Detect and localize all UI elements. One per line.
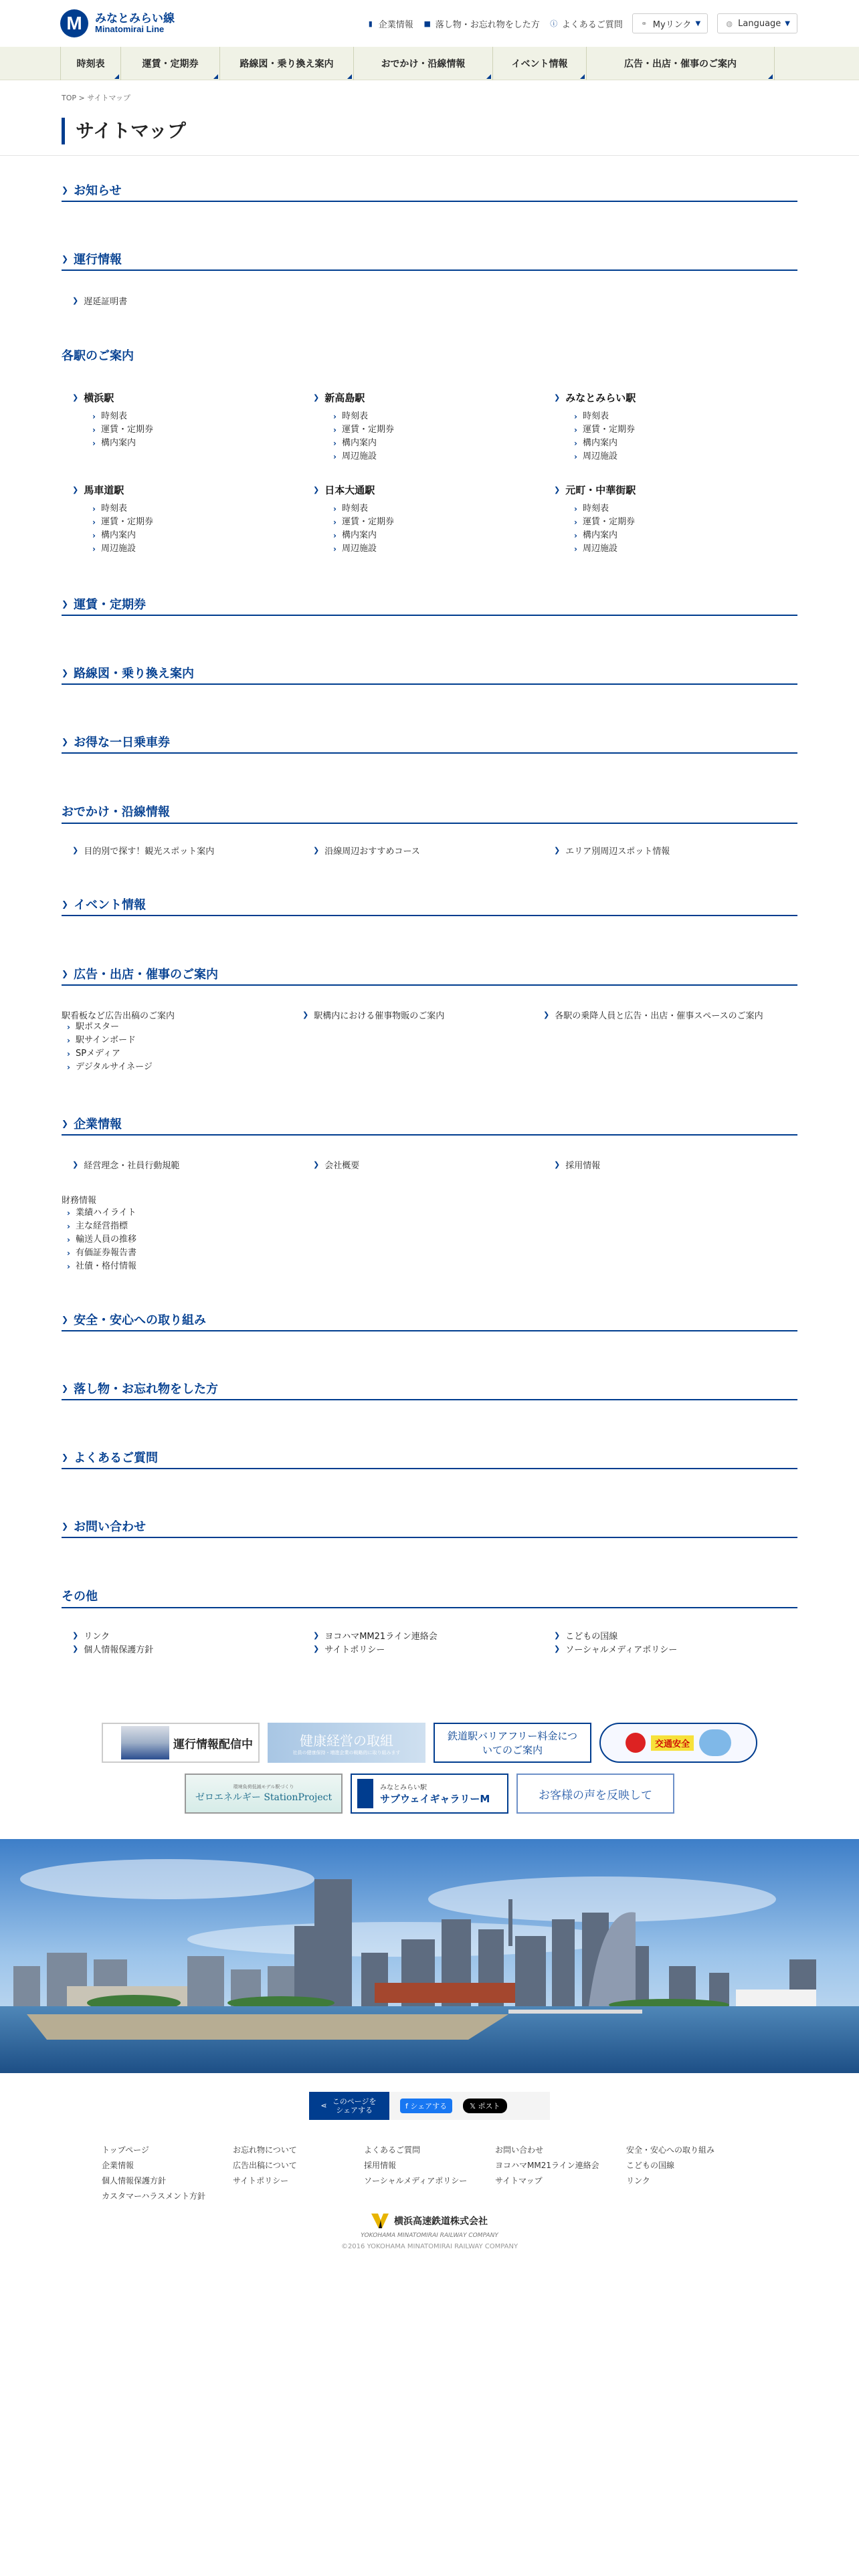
- chevron-right-icon: ❯: [72, 393, 79, 402]
- financial-list: [67, 1206, 136, 1273]
- section-company[interactable]: [62, 1113, 797, 1136]
- util-link-company[interactable]: [366, 17, 413, 30]
- section-title: 落し物・お忘れ物をした方: [74, 1382, 219, 1396]
- ads-sub-list: [67, 1021, 153, 1074]
- financial-title[interactable]: 財務情報: [62, 1196, 97, 1206]
- footer-col: [626, 2143, 757, 2204]
- section-title: 路線図・乗り換え案内: [74, 667, 195, 681]
- section-event[interactable]: [62, 893, 797, 916]
- gnav-item-fare[interactable]: 運賃・定期券: [120, 47, 219, 80]
- station-link[interactable]: › 時刻表: [574, 502, 784, 516]
- logo-mark-icon: M: [60, 9, 88, 37]
- financial-link[interactable]: › 主な経営指標: [67, 1220, 136, 1233]
- station-link[interactable]: › 周辺施設: [574, 450, 784, 463]
- footer-link[interactable]: カスタマーハラスメント方針: [102, 2191, 206, 2201]
- chevron-right-icon: ❯: [543, 1010, 550, 1019]
- section-outing: [62, 800, 797, 823]
- chevron-right-icon: ❯: [554, 1631, 561, 1640]
- ads-links: [62, 1008, 797, 1021]
- gnav-item-route[interactable]: 路線図・乗り換え案内: [219, 47, 353, 80]
- station-link[interactable]: › 時刻表: [574, 410, 784, 423]
- chevron-right-icon: ❯: [313, 486, 320, 494]
- chevron-right-icon: ❯: [72, 296, 79, 305]
- station-link[interactable]: › 時刻表: [92, 502, 302, 516]
- share-icon: ⋖: [320, 2101, 327, 2111]
- section-stations: [62, 344, 797, 366]
- chevron-right-icon: ❯: [62, 668, 69, 677]
- station-link[interactable]: › 構内案内: [92, 529, 302, 542]
- section-title: 企業情報: [74, 1117, 122, 1132]
- chevron-right-icon: ❯: [554, 1644, 561, 1653]
- share-page-button[interactable]: ⋖ このページをシェアする: [309, 2092, 389, 2120]
- chevron-right-icon: ❯: [554, 1160, 561, 1169]
- link-site-policy[interactable]: ❯ サイトポリシー: [313, 1644, 385, 1655]
- chevron-right-icon: ❯: [302, 1010, 309, 1019]
- station-link[interactable]: › 周辺施設: [333, 542, 543, 556]
- footer-link[interactable]: トップページ: [102, 2145, 149, 2155]
- section-title: 広告・出店・催事のご案内: [74, 968, 219, 982]
- logo-ja: みなとみらい線: [95, 11, 175, 25]
- station-block: [62, 483, 302, 556]
- util-label: よくあるご質問: [561, 19, 623, 30]
- minatomirai-skyline-photo: [0, 1839, 859, 2073]
- section-fare[interactable]: [62, 593, 797, 616]
- station-link[interactable]: › 時刻表: [92, 410, 302, 423]
- chevron-down-icon: ▼: [785, 19, 790, 27]
- ad-sub-link[interactable]: › デジタルサイネージ: [67, 1061, 153, 1074]
- station-block: [543, 483, 784, 556]
- outing-links: [62, 844, 797, 857]
- bag-icon: ■: [423, 19, 431, 28]
- operation-links: [62, 294, 797, 307]
- safety-badge-icon: [626, 1733, 646, 1753]
- station-link[interactable]: › 周辺施設: [333, 450, 543, 463]
- station-nihon-odori[interactable]: ❯ 日本大通駅: [313, 484, 375, 496]
- chevron-right-icon: ❯: [72, 846, 79, 855]
- banner-row-2: [0, 1774, 859, 1814]
- footer-link[interactable]: お問い合わせ: [495, 2145, 544, 2155]
- gnav-item-ads[interactable]: 広告・出店・催事のご案内: [586, 47, 775, 80]
- footer-link[interactable]: こどもの国線: [626, 2161, 675, 2170]
- util-label: 落し物・お忘れ物をした方: [435, 19, 540, 30]
- company-mark-icon: [371, 2214, 389, 2228]
- chevron-right-icon: ❯: [62, 899, 69, 909]
- share-bar: [309, 2092, 550, 2120]
- util-link-lost[interactable]: [423, 17, 540, 30]
- mylink-label: Myリンク: [652, 19, 692, 30]
- chevron-right-icon: ❯: [62, 1119, 69, 1128]
- station-link[interactable]: › 運賃・定期券: [92, 516, 302, 529]
- chevron-right-icon: ❯: [72, 486, 79, 494]
- footer-link[interactable]: リンク: [626, 2176, 650, 2185]
- section-safety[interactable]: [62, 1309, 797, 1331]
- station-minatomirai[interactable]: ❯ みなとみらい駅: [554, 392, 636, 404]
- chevron-right-icon: ❯: [62, 969, 69, 978]
- station-link[interactable]: › 周辺施設: [574, 542, 784, 556]
- link-course[interactable]: ❯ 沿線周辺おすすめコース: [313, 846, 420, 857]
- section-operation[interactable]: [62, 248, 797, 271]
- footer-link[interactable]: サイトポリシー: [233, 2176, 289, 2185]
- link-event-sales[interactable]: ❯ 駅構内における催事物販のご案内: [302, 1010, 445, 1021]
- section-title: お得な一日乗車券: [74, 736, 171, 750]
- chevron-right-icon: ❯: [554, 486, 561, 494]
- link-kodomonokuni[interactable]: ❯ こどもの国線: [554, 1631, 618, 1642]
- chevron-right-icon: ❯: [62, 1453, 69, 1462]
- footer-nav: [102, 2143, 771, 2204]
- station-link[interactable]: › 構内案内: [333, 437, 543, 450]
- station-yokohama[interactable]: ❯ 横浜駅: [72, 392, 114, 404]
- section-title: その他: [62, 1590, 98, 1604]
- language-label: Language: [738, 18, 781, 29]
- banner-zero-energy[interactable]: 環境負荷低減モデル駅づくり ゼロエネルギー StationProject: [185, 1774, 343, 1814]
- gnav-item-timetable[interactable]: 時刻表: [60, 47, 120, 80]
- question-icon: ⓘ: [550, 19, 558, 28]
- section-title: 各駅のご案内: [62, 349, 134, 363]
- section-lost[interactable]: [62, 1378, 797, 1400]
- section-news[interactable]: [62, 179, 797, 202]
- chevron-right-icon: ❯: [62, 185, 69, 195]
- station-link[interactable]: › 運賃・定期券: [574, 516, 784, 529]
- footer-link[interactable]: ヨコハマMM21ライン連絡会: [495, 2161, 599, 2170]
- chevron-right-icon: ❯: [554, 846, 561, 855]
- financial-link[interactable]: › 社債・格付情報: [67, 1260, 136, 1273]
- banner-subway-gallery[interactable]: みなとみらい駅 サブウェイギャラリーM: [351, 1774, 508, 1814]
- station-link[interactable]: › 運賃・定期券: [574, 423, 784, 437]
- chevron-right-icon: ❯: [62, 1521, 69, 1531]
- footer-link[interactable]: サイトマップ: [495, 2176, 543, 2185]
- link-passenger-space[interactable]: ❯ 各駅の乗降人員と広告・出店・催事スペースのご案内: [543, 1010, 763, 1021]
- divider: [62, 823, 797, 824]
- banner-traffic-safety[interactable]: 交通安全: [599, 1723, 757, 1763]
- company-name-en: YOKOHAMA MINATOMIRAI RAILWAY COMPANY: [361, 2232, 498, 2239]
- other-links-row1: [62, 1629, 797, 1642]
- station-block: [302, 391, 543, 463]
- language-button[interactable]: [717, 13, 797, 33]
- link-social-policy[interactable]: ❯ ソーシャルメディアポリシー: [554, 1644, 678, 1655]
- station-link[interactable]: › 運賃・定期券: [92, 423, 302, 437]
- section-day-pass[interactable]: [62, 731, 797, 754]
- link-links[interactable]: ❯ リンク: [72, 1631, 110, 1642]
- logo-en: Minatomirai Line: [95, 24, 165, 35]
- section-title: お問い合わせ: [74, 1520, 147, 1534]
- banner-barrier-free[interactable]: 鉄道駅バリアフリー料金についてのご案内: [434, 1723, 591, 1763]
- chevron-down-icon: ▼: [695, 19, 701, 27]
- ad-sub-link[interactable]: › SPメディア: [67, 1047, 153, 1061]
- footer-col: [102, 2143, 233, 2204]
- x-icon: 𝕏: [470, 2102, 476, 2111]
- link-icon: ⚭: [641, 19, 648, 28]
- link-area-spots[interactable]: ❯ エリア別周辺スポット情報: [554, 846, 670, 857]
- ad-sub-link[interactable]: › 駅ポスター: [67, 1021, 153, 1034]
- link-mm21-liaison[interactable]: ❯ ヨコハマMM21ライン連絡会: [313, 1631, 438, 1642]
- station-bashamichi[interactable]: ❯ 馬車道駅: [72, 484, 124, 496]
- mylink-button[interactable]: [632, 13, 708, 33]
- station-shintakashima[interactable]: ❯ 新高島駅: [313, 392, 365, 404]
- facebook-share-button[interactable]: f シェアする: [400, 2099, 452, 2113]
- globe-icon: ◍: [726, 19, 733, 28]
- ad-sub-link[interactable]: › 駅サインボード: [67, 1034, 153, 1047]
- station-link[interactable]: › 構内案内: [574, 529, 784, 542]
- footer-link[interactable]: 採用情報: [364, 2161, 397, 2170]
- link-label: 遅延証明書: [84, 297, 128, 307]
- financial-link[interactable]: › 業績ハイライト: [67, 1206, 136, 1220]
- footer-link[interactable]: ソーシャルメディアポリシー: [364, 2176, 468, 2185]
- section-ads[interactable]: [62, 963, 797, 986]
- company-logo[interactable]: 横浜高速鉄道株式会社: [371, 2214, 488, 2228]
- chevron-right-icon: ❯: [72, 1160, 79, 1169]
- banner-health[interactable]: 健康経営の取組 社員の健康保持・増進企業の戦略的に取り組みます: [268, 1723, 425, 1763]
- chevron-right-icon: ❯: [62, 1384, 69, 1393]
- banner-row-1: [0, 1723, 859, 1763]
- chevron-right-icon: ❯: [62, 254, 69, 263]
- footer-col: [495, 2143, 626, 2204]
- station-block: [62, 391, 302, 450]
- station-block: [302, 483, 543, 556]
- building-icon: ▮: [368, 19, 373, 28]
- station-link[interactable]: › 時刻表: [333, 410, 543, 423]
- link-privacy[interactable]: ❯ 個人情報保護方針: [72, 1644, 154, 1655]
- station-link[interactable]: › 構内案内: [333, 529, 543, 542]
- footer-link[interactable]: 広告出稿について: [233, 2161, 297, 2170]
- section-title: おでかけ・沿線情報: [62, 805, 170, 819]
- util-link-faq[interactable]: [549, 17, 623, 30]
- footer-col: [233, 2143, 364, 2204]
- chevron-right-icon: ❯: [72, 1644, 79, 1653]
- util-label: 企業情報: [378, 19, 413, 30]
- section-contact[interactable]: [62, 1515, 797, 1538]
- link-delay-certificate[interactable]: [62, 294, 302, 307]
- footer-logo: [0, 2214, 859, 2250]
- section-title: 運賃・定期券: [74, 598, 147, 612]
- footer-link[interactable]: 安全・安心への取り組み: [626, 2145, 715, 2155]
- breadcrumb[interactable]: TOP > サイトマップ: [62, 94, 131, 102]
- chevron-right-icon: ❯: [313, 1631, 320, 1640]
- company-links: [62, 1158, 797, 1171]
- section-title: 運行情報: [74, 253, 122, 267]
- chevron-right-icon: ❯: [62, 737, 69, 746]
- train-icon: [121, 1726, 169, 1759]
- footer-col: [364, 2143, 495, 2204]
- section-title: お知らせ: [74, 184, 122, 198]
- page-title: サイトマップ: [62, 118, 186, 144]
- chevron-right-icon: ❯: [313, 393, 320, 402]
- link-company-profile[interactable]: ❯ 会社概要: [313, 1160, 360, 1171]
- link-sightseeing[interactable]: ❯ 目的別で探す！観光スポット案内: [72, 846, 215, 857]
- other-links-row2: [62, 1642, 797, 1655]
- station-motomachi-chukagai[interactable]: ❯ 元町・中華街駅: [554, 484, 636, 496]
- x-post-button[interactable]: 𝕏 ポスト: [463, 2099, 506, 2113]
- station-link[interactable]: › 周辺施設: [92, 542, 302, 556]
- section-faq[interactable]: [62, 1446, 797, 1469]
- section-title: よくあるご質問: [74, 1451, 159, 1465]
- section-title: イベント情報: [74, 898, 147, 912]
- section-route[interactable]: [62, 662, 797, 685]
- site-logo[interactable]: [60, 9, 175, 37]
- gnav-item-event[interactable]: イベント情報: [492, 47, 586, 80]
- utility-nav: [366, 13, 797, 33]
- skyline-image: [0, 1839, 859, 2073]
- facebook-icon: f: [405, 2102, 408, 2111]
- station-link[interactable]: › 時刻表: [333, 502, 543, 516]
- chevron-right-icon: ❯: [313, 846, 320, 855]
- global-nav: [0, 47, 859, 80]
- station-link[interactable]: › 構内案内: [574, 437, 784, 450]
- financial-link[interactable]: › 輸送人員の推移: [67, 1233, 136, 1247]
- chevron-right-icon: ❯: [554, 393, 561, 402]
- banner-operation-info[interactable]: 運行情報配信中: [102, 1723, 260, 1763]
- link-recruit[interactable]: ❯ 採用情報: [554, 1160, 601, 1171]
- footer-link[interactable]: お忘れ物について: [233, 2145, 297, 2155]
- station-link[interactable]: › 運賃・定期券: [333, 516, 543, 529]
- divider: [62, 1607, 797, 1608]
- chevron-right-icon: ❯: [62, 1315, 69, 1324]
- gnav-item-outing[interactable]: おでかけ・沿線情報: [353, 47, 492, 80]
- divider: [0, 155, 859, 156]
- station-link[interactable]: › 運賃・定期券: [333, 423, 543, 437]
- station-link[interactable]: › 構内案内: [92, 437, 302, 450]
- mascot-icon: [699, 1729, 731, 1756]
- link-ad-placement[interactable]: 駅看板など広告出稿のご案内: [62, 1011, 175, 1021]
- chevron-right-icon: ❯: [313, 1644, 320, 1653]
- copyright: ©2016 YOKOHAMA MINATOMIRAI RAILWAY COMPANY: [341, 2243, 518, 2250]
- link-philosophy[interactable]: ❯ 経営理念・社員行動規範: [72, 1160, 180, 1171]
- chevron-right-icon: ❯: [62, 599, 69, 609]
- station-block: [543, 391, 784, 463]
- chevron-right-icon: ❯: [72, 1631, 79, 1640]
- footer-link[interactable]: 個人情報保護方針: [102, 2176, 167, 2185]
- gallery-logo-icon: [357, 1779, 373, 1808]
- banner-customer-voice[interactable]: お客様の声を反映して: [516, 1774, 674, 1814]
- chevron-right-icon: ❯: [313, 1160, 320, 1169]
- section-title: 安全・安心への取り組み: [74, 1313, 207, 1327]
- footer-link[interactable]: よくあるご質問: [364, 2145, 421, 2155]
- financial-link[interactable]: › 有価証券報告書: [67, 1247, 136, 1260]
- section-other: [62, 1584, 797, 1607]
- site-header: [0, 0, 859, 47]
- footer-link[interactable]: 企業情報: [102, 2161, 134, 2170]
